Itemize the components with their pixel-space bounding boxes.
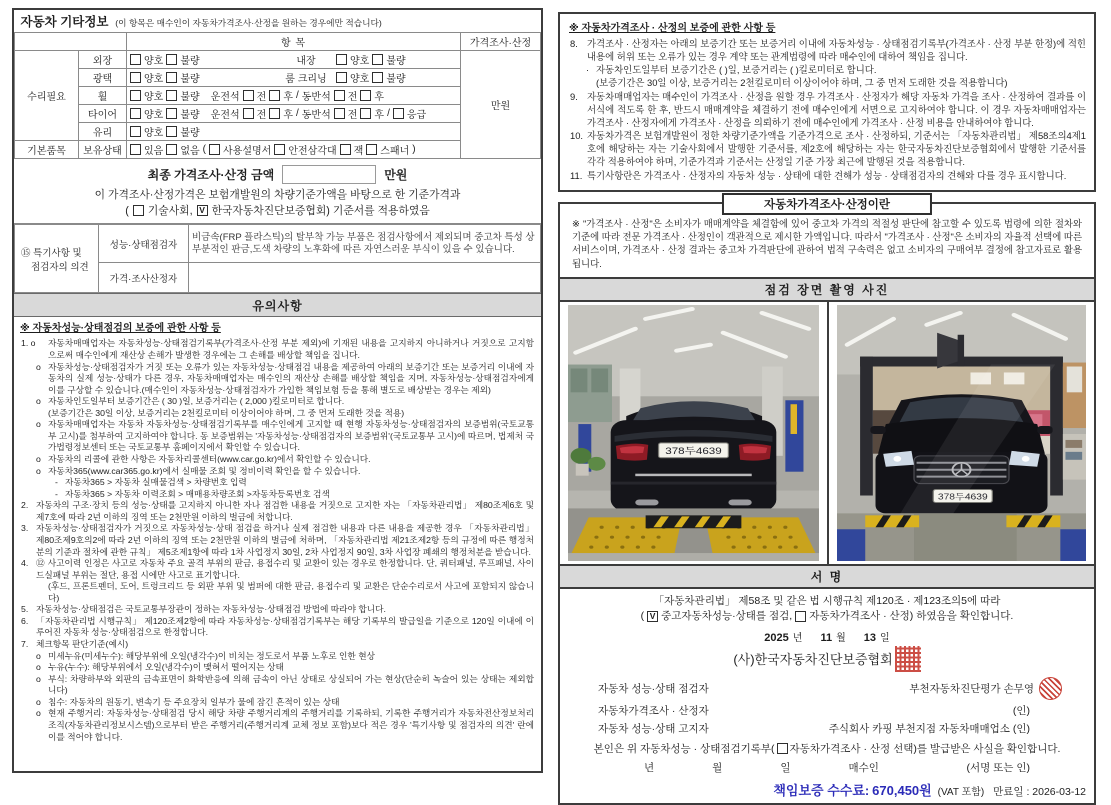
- sign-date: [566, 629, 1088, 644]
- notice-item: [36, 419, 534, 454]
- notice-item-marker: 7.: [21, 639, 29, 650]
- inspector-name: 부천자동차진단평가 손무영: [909, 683, 1034, 696]
- label-good: 양호: [144, 110, 164, 121]
- notice-item-marker: 2.: [21, 500, 29, 511]
- checkbox-exterior-bad[interactable]: [166, 54, 177, 65]
- label-paren: (: [202, 144, 206, 155]
- label-front: 전: [256, 92, 267, 103]
- label-passenger-side: 동반석: [301, 92, 331, 103]
- checkbox-jack[interactable]: [340, 144, 351, 155]
- checkbox-perf-inspected[interactable]: [647, 611, 658, 622]
- notice-item-marker: o: [36, 419, 41, 430]
- price-assessment-definition-box: [558, 198, 1096, 279]
- row-label-glass: 유리: [79, 123, 127, 141]
- signature-bar: 서 명: [558, 564, 1096, 589]
- label-good: 양호: [350, 74, 370, 85]
- checkbox-wheel-driver-front[interactable]: [243, 90, 254, 101]
- notice-item: [586, 63, 1086, 76]
- checkbox-polish-good[interactable]: [130, 72, 141, 83]
- notice-item-text: 자동차성능·상태점검자가 거짓으로 자동차성능·상태 점검을 하거나 실제 점검한 내용과 다른 내용을 제공한 경우 「자동차관리법」 제80조제9호의2에 따라 2년 이하의 징역 또는 2천만원 이하의 벌금에 처하며, 「자동차관리법 제21조제2항 등의 규정에 따른 행정처분의 기준과 절차에 관한 규칙」 제5조제1항에 따라 1차 사업정지 30일, 2차 사업정지 90일, 3차 사업장 폐쇄의 행정처분을 받습니다.: [36, 523, 534, 557]
- notice-item: [21, 639, 534, 651]
- buyer-year-label: 년: [644, 761, 655, 774]
- notice-item-text: 자동차성능·상태점검은 국토교통부장관이 정하는 자동차성능·상태점검 방법에 따라야 합니다.: [36, 604, 386, 615]
- label-bad: 불량: [386, 56, 406, 67]
- notice-item-marker: 6.: [21, 615, 29, 626]
- col-header-price: 가격조사·산정: [460, 33, 540, 51]
- notice-item: [21, 604, 534, 616]
- notice-item-marker: o: [36, 361, 41, 372]
- label-bad: 불량: [180, 56, 200, 67]
- notifier-name: 주식회사 카핑 부천지점 자동차매매업소 (인): [828, 723, 1030, 736]
- label-rear: 후: [283, 92, 293, 103]
- special-notes-table: [14, 224, 541, 293]
- notice-item-marker: 11.: [570, 169, 583, 181]
- checkbox-manual[interactable]: [209, 144, 220, 155]
- notice-item-text: 현재 주행거리: 자동차성능·상태점검 당시 해당 차량 주행거리계의 주행거리를 기록하되, 기록한 주행거리가 자동차전산정보처리조직(자동차관리정보시스템)으로부터 받은 주행거리(주행거리계 교체 정보 포함)보다 적은 경우 '특기사항 및 점검자의 의견' 란에 이를 적어야 합니다.: [48, 708, 534, 742]
- confirm-text-post: 자동차가격조사 · 산정 선택)를 발급받은 사실을 확인합니다.: [789, 742, 1061, 755]
- photo-front-view: [827, 302, 1094, 564]
- notice-item: [570, 169, 1086, 182]
- vehicle-extra-info-table: [14, 10, 541, 159]
- final-price-label: 최종 가격조사·산정 금액: [147, 168, 275, 182]
- checkbox-tire-good[interactable]: [130, 108, 141, 119]
- notice-item-marker: o: [36, 650, 41, 661]
- checkbox-tire-driver-rear[interactable]: [269, 108, 280, 119]
- page-title: 자동차 기타정보: [20, 15, 109, 29]
- checkbox-price-assessed[interactable]: [795, 611, 806, 622]
- notice-item: [21, 558, 534, 581]
- repair-needed-label: 수리필요: [15, 51, 79, 141]
- label-good: 양호: [350, 56, 370, 67]
- price-assessor-label: 가격·조사산정자: [99, 263, 189, 293]
- notice-item-marker: o: [36, 454, 41, 465]
- checkbox-wheel-driver-rear[interactable]: [269, 90, 280, 101]
- label-jack: 잭: [353, 146, 364, 157]
- buyer-label: 매수인: [848, 761, 879, 774]
- final-price-area: [14, 159, 541, 224]
- label-paren: ): [412, 144, 416, 155]
- caution-bar: 유의사항: [14, 293, 541, 317]
- label-front: 전: [256, 110, 267, 121]
- buyer-sign-line: [566, 758, 1088, 777]
- price-warranty-list: [568, 37, 1086, 182]
- svg-text:378두4639: 378두4639: [665, 447, 722, 457]
- notice-item: [570, 37, 1086, 63]
- label-rear: 후: [374, 110, 385, 121]
- checkbox-tire-emergency[interactable]: [393, 108, 404, 119]
- label-rear: 후: [283, 110, 293, 121]
- notice-item-text: 자동차가격은 보험개발원이 정한 차량기준가액을 기준가격으로 조사 · 산정하되, 기준서는 「자동차관리법」 제58조의4제1호에 해당하는 자는 기술사회에서 발행한 기준서를, 제2호에 해당하는 자는 한국자동차진단보증협회에서 발행한 기준서를 각각 적용하여야 하며, 기준가격과 기준서는 산정일 기준 가장 최근에 발행된 것을 적용합니다.: [587, 130, 1086, 168]
- notice-item: [55, 489, 534, 501]
- label-bad: 불량: [180, 110, 200, 121]
- label-paren: (: [125, 204, 129, 217]
- checkbox-room-bad[interactable]: [372, 72, 383, 83]
- fee-amount: 670,450원: [872, 782, 932, 798]
- label-not-have: 없음: [180, 146, 200, 157]
- label-bad: 불량: [180, 128, 200, 139]
- association-seal-stamp: [895, 646, 921, 672]
- notice-item: [21, 616, 534, 639]
- notice-item-text: 「자동차관리법 시행규칙」 제120조제2항에 따라 자동차성능·상태점검기록부는 해당 기록부의 발급일을 기준으로 120일 이내에 이루어진 자동차 성능·상태점검으로 한정합니다.: [36, 615, 534, 638]
- row-label-wheel: 휠: [79, 87, 127, 105]
- perf-warranty-heading: ※ 자동차성능·상태점검의 보증에 관한 사항 등: [20, 323, 221, 335]
- notice-item-marker: 1. o: [21, 338, 36, 349]
- notice-item-text: ⑫ 사고이력 인정은 사고로 자동차 주요 골격 부위의 판금, 용접수리 및 교환이 있는 경우로 한정합니다. 단, 쿼터패널, 루프패널, 사이드실패널 부위는 절단, 용접 시에만 사고로 표기합니다.: [36, 558, 534, 580]
- buyer-month-label: 월: [712, 761, 723, 774]
- row-label-room-cleaning: 룸 크리닝: [285, 74, 327, 85]
- definition-box-title: 자동차가격조사·산정이란: [722, 193, 932, 215]
- checkbox-wheel-good[interactable]: [130, 90, 141, 101]
- notice-item-text: 자동차인도일부터 보증기간은 ( 30 )일, 보증거리는 ( 2,000 )킬로미터로 합니다.: [48, 396, 345, 407]
- notice-item-text: 자동차성능·상태점검자가 거짓 또는 오류가 있는 자동차성능·상태점검 내용을 제공하여 아래의 보증기간 또는 보증거리 이내에 자동차의 실제 성능·상태가 다른 경우, 자동차매매업자는 매수인의 재산상 손해를 배상할 책임을 지며, 자동차성능·상태점검자에게 이를 구상할 수 있습니다.(매수인이 자동차성능·상태점검자가 가입한 책임보험 등을 통해 별도로 배상받는 경우는 제외): [48, 361, 534, 395]
- notice-item-marker: 8.: [570, 38, 578, 49]
- date-year-suffix: 년: [792, 632, 803, 644]
- notice-item-text: 특기사항란은 가격조사 · 산정자의 자동차 성능 · 상태에 대한 견해가 성능 · 상태점검자의 견해와 다를 경우 표시합니다.: [587, 169, 1067, 181]
- right-panel: [558, 12, 1096, 805]
- perf-warranty-list: [19, 338, 534, 743]
- label-front: 전: [347, 92, 358, 103]
- notice-item-text: 체크항목 판단기준(예시): [36, 639, 129, 650]
- row-label-exterior: 외장: [79, 51, 127, 69]
- notice-item-text: 자동차매매업자는 매수인이 가격조사 · 산정을 원할 경우 가격조사 · 산정자가 해당 자동차 가격을 조사 · 산정하여 결과를 이 서식에 적도록 한 후, 반드시 매매계약을 체결하기 전에 매수인에게 서면으로 고지하여야 합니다. 이 경우 자동차매매업자는 가격조사 · 산정자에게 가격조사 · 산정을 의뢰하기 전에 매수인에게 가격조사 · 산정 비용을 안내하여야 합니다.: [587, 90, 1086, 128]
- checkbox-basic-nothave[interactable]: [166, 144, 177, 155]
- price-unit-cell: 만원: [460, 51, 540, 159]
- notice-item: [55, 477, 534, 489]
- notice-item-marker: 9.: [570, 90, 578, 102]
- notice-item: [36, 466, 534, 478]
- notice-item-marker: o: [36, 465, 41, 476]
- label-safety-triangle: 안전삼각대: [288, 146, 337, 157]
- checkbox-price-option[interactable]: [777, 743, 788, 754]
- photo-rear-view: [560, 302, 827, 564]
- price-warranty-heading: ※ 자동차가격조사 · 산정의 보증에 관한 사항 등: [569, 23, 776, 34]
- notice-item-text: 자동차의 리콜에 관한 사항은 자동차리콜센터(www.car.go.kr)에서 확인할 수 있습니다.: [48, 454, 371, 465]
- col-header-item: 항 목: [127, 33, 461, 51]
- notice-item: [48, 408, 534, 420]
- vehicle-extra-info-panel: [12, 8, 543, 773]
- caution-notes: [14, 317, 541, 745]
- label-spanner: 스패너: [380, 146, 410, 157]
- notice-item: [596, 76, 1086, 89]
- label-emergency: 응급: [406, 110, 427, 121]
- notifier-row-label: 자동차 성능·상태 고지자: [598, 723, 709, 736]
- notice-item-text: (보증기간은 30일 이상, 보증거리는 2천킬로미터 이상이어야 하며, 그 중 먼저 도래한 것을 적용합니다): [596, 77, 1008, 89]
- definition-box-text: ※ "가격조사 · 산정"은 소비자가 매매계약을 체결함에 있어 중고차 가격의 적절성 판단에 참고할 수 있도록 법령에 의한 절차와 기준에 따라 전문 가격조사 · 산정인이 객관적으로 제시한 가액입니다. 따라서 "가격조사 · 산정"은 소비자의 자율적 선택에 따른 서비스이며, 가격조사 · 산정 결과는 중고차 가격판단에 관하여 법적 구속력은 없고 소비자의 구매여부 결정에 참고자료로 활용됩니다.: [572, 217, 1082, 269]
- notice-item-marker: 10.: [570, 130, 584, 142]
- notice-item-marker: o: [36, 662, 41, 673]
- notice-item-text: (보증기간은 30일 이상, 보증거리는 2천킬로미터 이상이어야 하며, 그 중 먼저 도래한 것을 적용): [48, 407, 405, 418]
- price-assessor-opinion: [189, 263, 541, 293]
- fee-label: 책임보증 수수료:: [773, 782, 870, 798]
- label-slash: /: [295, 108, 299, 119]
- label-perf-inspected: 중고자동차성능·상태를 점검,: [661, 610, 793, 623]
- label-paren: (: [640, 610, 645, 623]
- checkbox-tire-bad[interactable]: [166, 108, 177, 119]
- notice-item: [36, 651, 534, 663]
- row-label-interior: 내장: [296, 56, 316, 67]
- notice-item-marker: 5.: [21, 604, 29, 615]
- label-have: 있음: [144, 146, 164, 157]
- notice-item-text: 자동차인도일부터 보증기간은 ( )일, 보증거리는 ( )킬로미터로 합니다.: [596, 64, 877, 76]
- notice-item: [36, 454, 534, 466]
- checkbox-tire-pass-front[interactable]: [334, 108, 345, 119]
- perf-inspector-opinion: 비금속(FRP 플라스틱)의 탈부착 가능 부품은 점검사항에서 제외되며 중고차 특성 상 부분적인 판금,도색 차량의 노후화에 따른 자연스러운 부식이 있을 수 있습니다.: [189, 225, 541, 263]
- checkbox-wheel-pass-front[interactable]: [334, 90, 345, 101]
- special-notes-label: ⑮ 특기사항 및 점검자의 의견: [15, 225, 99, 293]
- fee-vat-note: (VAT 포함): [937, 786, 985, 798]
- notice-item-text: 자동차365 > 자동차 실매물검색 > 차량번호 입력: [65, 477, 247, 488]
- date-month-suffix: 월: [836, 632, 846, 644]
- row-label-polish: 광택: [79, 69, 127, 87]
- notice-item: [21, 338, 534, 361]
- checkbox-engineer-society[interactable]: [133, 205, 144, 216]
- notice-item: [570, 129, 1086, 168]
- checkbox-glass-bad[interactable]: [166, 126, 177, 137]
- label-good: 양호: [144, 92, 164, 103]
- notice-item: [36, 662, 534, 674]
- sign-row-inspector: [566, 676, 1088, 702]
- notice-item-marker: o: [36, 673, 41, 684]
- warranty-fee-line: [566, 777, 1088, 800]
- notice-item-marker: 3.: [21, 523, 29, 534]
- inspector-seal-stamp: [1039, 677, 1062, 700]
- label-slash: /: [295, 90, 299, 101]
- label-good: 양호: [144, 56, 164, 67]
- buyer-confirm-line: [566, 741, 1088, 756]
- checkbox-polish-bad[interactable]: [166, 72, 177, 83]
- label-front: 전: [347, 110, 358, 121]
- notice-item: [36, 362, 534, 397]
- date-year: 2025: [764, 631, 789, 644]
- signature-section: [558, 587, 1096, 804]
- fee-expiry-date: 만료일 : 2026-03-12: [993, 785, 1086, 798]
- notice-item-text: 자동차365 > 자동차 이력조회 > 매매용차량조회 >자동차등록번호 검색: [65, 488, 330, 499]
- assessor-row-label: 자동차가격조사 · 산정자: [598, 705, 709, 718]
- label-good: 양호: [144, 74, 164, 85]
- notice-item-text: 미세누유(미세누수): 해당부위에 오일(냉각수)이 비치는 정도로서 부품 노후로 인한 현상: [48, 650, 376, 661]
- label-price-assessed: 자동차가격조사 · 산정) 하였음을 확인합니다.: [809, 610, 1014, 623]
- checkbox-triangle[interactable]: [274, 144, 285, 155]
- label-bad: 불량: [180, 74, 200, 85]
- checkbox-interior-bad[interactable]: [372, 54, 383, 65]
- confirm-text-pre: 본인은 위 자동차성능 · 상태점검기록부(: [593, 742, 775, 755]
- label-slash: /: [387, 108, 390, 119]
- notice-item-text: 자동차365(www.car365.go.kr)에서 실매물 조회 및 정비이력 확인을 할 수 있습니다.: [48, 465, 361, 476]
- notice-item-marker: o: [36, 696, 41, 707]
- sign-row-notifier: [566, 720, 1088, 738]
- date-day: 13: [863, 631, 877, 644]
- sign-row-assessor: [566, 702, 1088, 720]
- checkbox-tire-driver-front[interactable]: [243, 108, 254, 119]
- label-driver-side: 운전석: [210, 92, 240, 103]
- date-day-suffix: 일: [880, 632, 890, 644]
- basic-state-label: 보유상태: [79, 141, 127, 159]
- notice-item-text: 자동차의 구조·장치 등의 성능·상태를 고지하지 아니한 자나 점검한 내용을 거짓으로 고지한 자는 「자동차관리법」 제80조제6호 및 제7호에 따라 2년 이하의 징역 또는 2천만원 이하의 벌금에 처합니다.: [36, 500, 534, 522]
- page-title-note: (이 항목은 매수인이 자동차가격조사·산정을 원하는 경우에만 적습니다): [115, 18, 382, 28]
- checkbox-wheel-bad[interactable]: [166, 90, 177, 101]
- checkbox-spanner[interactable]: [366, 144, 377, 155]
- checkbox-room-good[interactable]: [336, 72, 347, 83]
- notice-item: [570, 90, 1086, 129]
- checkbox-interior-good[interactable]: [336, 54, 347, 65]
- checkbox-wheel-pass-rear[interactable]: [360, 90, 371, 101]
- final-amount-input[interactable]: [282, 165, 376, 184]
- perf-inspector-label: 성능·상태점검자: [99, 225, 189, 263]
- price-warranty-section: [558, 12, 1096, 192]
- notice-item-marker: o: [36, 396, 41, 407]
- label-rear: 후: [374, 92, 385, 103]
- notice-item: [36, 396, 534, 408]
- row-label-tire: 타이어: [79, 105, 127, 123]
- assessor-seal-placeholder: (인): [1012, 705, 1030, 718]
- date-month: 11: [820, 631, 833, 644]
- notice-item: [36, 674, 534, 697]
- notice-item: [36, 697, 534, 709]
- notice-item-text: 침수: 자동차의 원동기, 변속기 등 주요장치 일부가 물에 잠긴 흔적이 있는 상태: [48, 696, 340, 707]
- label-bad: 불량: [386, 74, 406, 85]
- label-kada-standard: 한국자동차진단보증협회) 기준서를 적용하였음: [211, 204, 430, 217]
- checkbox-glass-good[interactable]: [130, 126, 141, 137]
- buyer-day-label: 일: [780, 761, 791, 774]
- inspection-photos: [558, 300, 1096, 566]
- inspection-photos-bar: 점검 장면 촬영 사진: [558, 277, 1096, 302]
- notice-item-text: 자동차매매업자는 자동차성능·상태점검기록부(가격조사·산정 부분 제외)에 기재된 내용을 고지하지 아니하거나 거짓으로 고지함으로써 매수인에게 재산상 손해가 발생한 경우에는 그 손해를 배상할 책임을 집니다.: [48, 338, 534, 360]
- checkbox-exterior-good[interactable]: [130, 54, 141, 65]
- basic-items-label: 기본품목: [15, 141, 79, 159]
- notice-item-marker: o: [36, 708, 41, 719]
- notice-item: [21, 500, 534, 523]
- association-name: (사)한국자동차진단보증협회: [733, 652, 893, 668]
- notice-item-marker: -: [55, 477, 58, 488]
- notice-item-marker: -: [55, 488, 58, 499]
- car-rear-photo: [568, 305, 819, 561]
- checkbox-kada-checked[interactable]: [197, 205, 208, 216]
- svg-text:378두4639: 378두4639: [937, 492, 988, 502]
- notice-item-text: 자동차매매업자는 자동차 자동차성능·상태점검기록부를 매수인에게 고지할 때 현행 자동차성능·상태점검자의 보증범위(국토교통부 고시)를 첨부하여 고지하여야 합니다. 동 보증범위는 '자동차성능·상태점검자의 보증범위'(국토교통부 고시)에 따르며, 법제처 국가법령정보센터 또는 국토교통부 홈페이지에서 확인할 수 있습니다.: [48, 419, 534, 453]
- buyer-signature-label: (서명 또는 인): [966, 761, 1030, 774]
- final-price-unit: 만원: [384, 168, 408, 182]
- notice-item-text: 가격조사 · 산정자는 아래의 보증기간 또는 보증거리 이내에 자동차성능 · 상태점검기록부(가격조사 · 산정 부분 한정)에 적힌 내용에 허위 또는 오류가 있는 경우 계약 또는 관계법령에 따라 매수인에 대하여 책임을 집니다.: [587, 38, 1086, 63]
- sign-law-line: 「자동차관리법」 제58조 및 같은 법 시행규칙 제120조 · 제123조의5에 따라: [653, 595, 1001, 608]
- label-driver-side: 운전석: [210, 110, 240, 121]
- label-passenger-side: 동반석: [301, 110, 331, 121]
- notice-item-marker: ·: [586, 64, 590, 76]
- label-engineer-society: 기술사회,: [147, 204, 193, 217]
- label-bad: 불량: [180, 92, 200, 103]
- notice-item-text: (후드, 프론트펜더, 도어, 트렁크리드 등 외판 부위 및 범퍼에 대한 판금, 용접수리 및 교환은 단순수리로서 사고에 포함되지 않습니다): [48, 581, 534, 603]
- car-front-photo: [837, 305, 1086, 561]
- notice-item-text: 누유(누수): 해당부위에서 오일(냉각수)이 맺혀서 떨어지는 상태: [48, 662, 284, 673]
- notice-item: [36, 708, 534, 743]
- checkbox-basic-have[interactable]: [130, 144, 141, 155]
- inspector-row-label: 자동차 성능·상태 점검자: [598, 683, 709, 696]
- notice-item: [21, 523, 534, 558]
- notice-item-marker: 4.: [21, 558, 29, 569]
- checkbox-tire-pass-rear[interactable]: [360, 108, 371, 119]
- basis-line1: 이 가격조사·산정가격은 보험개발원의 차량기준가액을 바탕으로 한 기준가격과: [94, 189, 461, 201]
- notice-item-text: 부식: 차량하부와 외판의 금속표면이 화학반응에 의해 금속이 아닌 상태로 상실되어 가는 현상(단순히 녹슬어 있는 상태는 제외합니다): [48, 673, 534, 696]
- label-good: 양호: [144, 128, 164, 139]
- label-manual: 사용설명서: [223, 146, 272, 157]
- notice-item: [48, 581, 534, 604]
